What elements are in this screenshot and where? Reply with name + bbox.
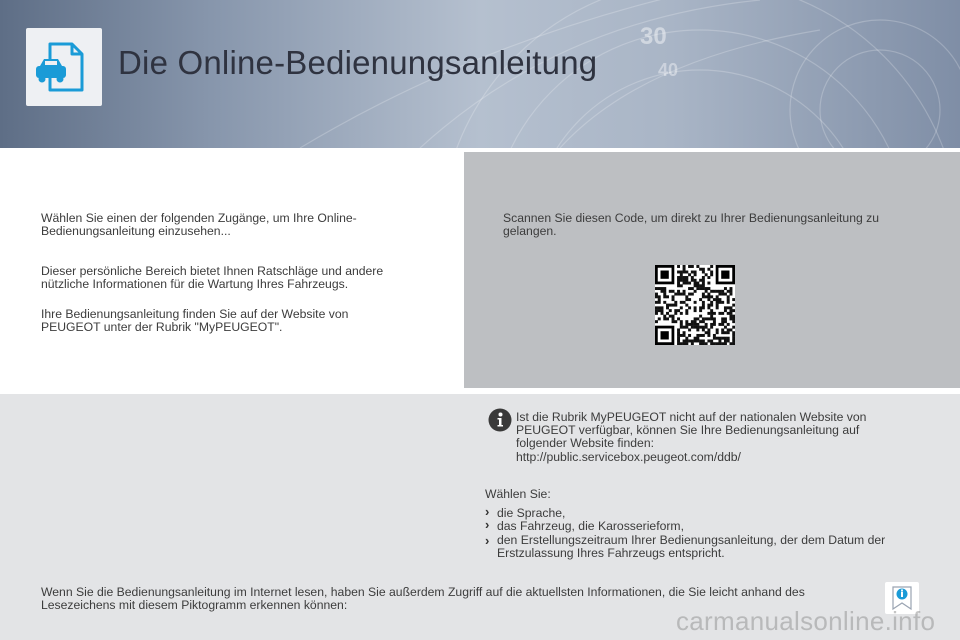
- intro-text-line: Wählen Sie einen der folgenden Zugänge, um Ihre Online-: [41, 211, 357, 225]
- scan-text-line: Scannen Sie diesen Code, um direkt zu Ihrer Bedienungsanleitung zu: [503, 211, 880, 225]
- header-banner: [0, 0, 960, 148]
- info-url[interactable]: http://public.servicebox.peugeot.com/ddb/: [516, 450, 741, 464]
- list-item: die Sprache,: [497, 506, 566, 520]
- info-text-line: PEUGEOT verfügbar, können Sie Ihre Bedienungsanleitung auf: [516, 423, 860, 437]
- intro-text-line: Dieser persönliche Bereich bietet Ihnen Ratschläge und andere: [41, 264, 384, 278]
- deco-number-40: 40: [658, 60, 679, 80]
- intro-text-line: nützliche Informationen für die Wartung Ihres Fahrzeugs.: [41, 277, 349, 291]
- list-item: das Fahrzeug, die Karosserieform,: [497, 519, 684, 533]
- choose-label: Wählen Sie:: [485, 487, 551, 501]
- car-document-icon: [26, 28, 102, 106]
- chevron-right-icon: ›: [485, 533, 490, 548]
- chevron-right-icon: ›: [485, 504, 490, 519]
- intro-text-line: Ihre Bedienungsanleitung finden Sie auf der Website von: [41, 307, 349, 321]
- info-icon: [488, 408, 512, 432]
- chevron-right-icon: ›: [485, 517, 490, 532]
- page-title: Die Online-Bedienungsanleitung: [118, 44, 598, 81]
- footer-text-line: Lesezeichens mit diesem Piktogramm erkennen können:: [41, 598, 348, 612]
- scan-text-line: gelangen.: [503, 224, 557, 238]
- manual-icon-tile: [26, 28, 102, 106]
- intro-text-line: Bedienungsanleitung einzusehen...: [41, 224, 231, 238]
- info-text-line: folgender Website finden:: [516, 436, 654, 450]
- list-item: den Erstellungszeitraum Ihrer Bedienungsanleitung, der dem Datum der: [497, 533, 886, 547]
- deco-number-30: 30: [640, 23, 667, 50]
- footer-text-line: Wenn Sie die Bedienungsanleitung im Internet lesen, haben Sie außerdem Zugriff auf die aktuellsten Informationen, die Sie leicht anhand des: [41, 585, 805, 599]
- watermark: carmanualsonline.info: [676, 606, 936, 636]
- info-text-line: Ist die Rubrik MyPEUGEOT nicht auf der nationalen Website von: [516, 410, 867, 424]
- qr-code-icon: [655, 265, 735, 345]
- qr-code[interactable]: [655, 265, 735, 345]
- intro-text-line: PEUGEOT unter der Rubrik "MyPEUGEOT".: [41, 320, 283, 334]
- list-item: Erstzulassung Ihres Fahrzeugs entspricht.: [497, 546, 725, 560]
